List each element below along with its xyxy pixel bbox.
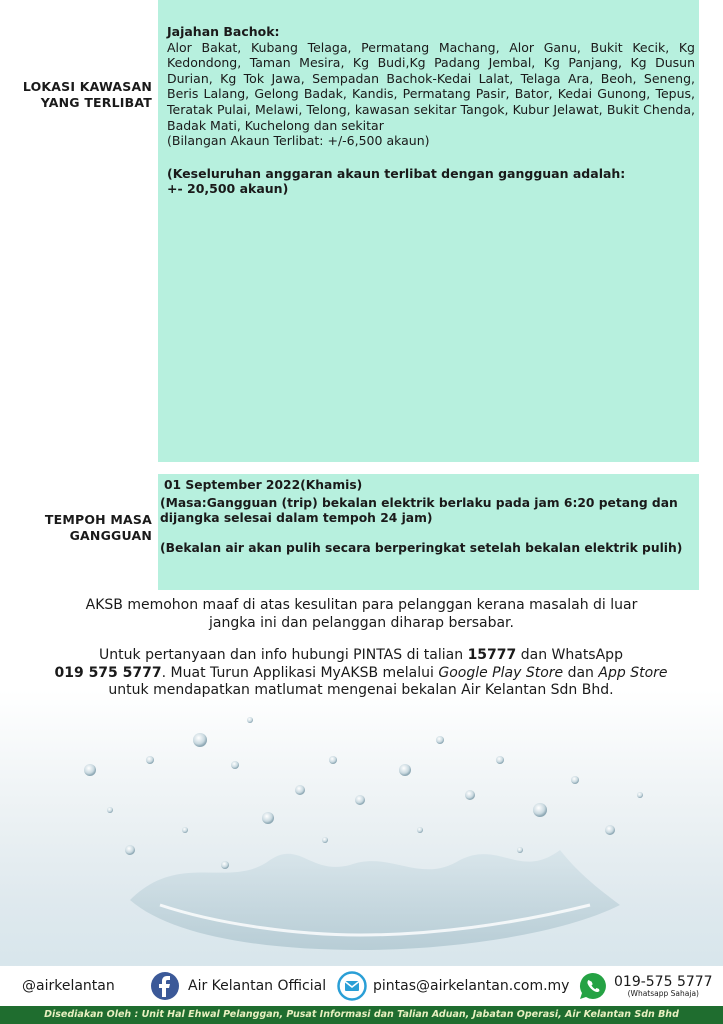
app-store-link[interactable]: App Store xyxy=(598,664,668,681)
apology-text xyxy=(30,597,693,632)
tempoh-label-line1: TEMPOH MASA xyxy=(44,512,152,527)
lokasi-total-line1: (Keseluruhan anggaran akaun terlibat dengan gangguan adalah: xyxy=(167,165,626,181)
phone-note: (Whatsapp Sahaja) xyxy=(627,988,699,998)
lokasi-areas: Alor Bakat, Kubang Telaga, Permatang Machang, Alor Ganu, Bukit Kecik, Kg Kedondong, Taman Mesira, Kg Budi,Kg Padang Jembal, Kg Panjang, Kg Dusun Durian, Kg Tok Jawa, Sempadan Bachok-Kedai Lalat, Telaga Ara, Beoh, Seneng, Beris Lalang, Gelong Badak, Kandis, Permatang Pasir, Bator, Kedai Gunong, Tepus, Teratak Pulai, Melawi, Telong, kawasan sekitar Tangok, Kubur Jelawat, Bukit Chenda, Badak Mati, Kuchelong dan sekitar xyxy=(167,39,695,133)
lokasi-label xyxy=(10,79,152,111)
tempoh-detail-line1: (Masa:Gangguan (trip) bekalan elektrik berlaku pada jam 6:20 petang dan xyxy=(160,495,678,510)
tempoh-detail-line2: dijangka selesai dalam tempoh 24 jam) xyxy=(160,511,433,526)
pintas-number: 15777 xyxy=(467,647,517,663)
lokasi-label-line1: LOKASI KAWASAN xyxy=(22,79,152,94)
apology-line2: jangka ini dan pelanggan diharap bersabar. xyxy=(209,614,514,631)
lokasi-total-line2: +- 20,500 akaun) xyxy=(167,181,289,197)
lokasi-heading: Jajahan Bachok: xyxy=(167,24,280,39)
facebook-icon xyxy=(150,971,180,1001)
contact-part3: . Muat Turun Applikasi MyAKSB melalui xyxy=(161,664,439,681)
tempoh-text xyxy=(160,478,700,556)
contact-part4: dan xyxy=(563,664,599,681)
phone-label: 019-575 5777 xyxy=(614,973,713,990)
tempoh-label xyxy=(10,512,152,544)
handle[interactable]: @airkelantan xyxy=(22,978,115,994)
lokasi-label-line2: YANG TERLIBAT xyxy=(40,95,152,110)
contact-text xyxy=(36,647,686,700)
whatsapp-number: 019 575 5777 xyxy=(54,664,162,681)
prepared-by-bar: Disediakan Oleh : Unit Hal Ehwal Pelanggan, Pusat Informasi dan Talian Aduan, Jabatan Operasi, Air Kelantan Sdn Bhd xyxy=(0,1006,723,1024)
contact-part5: untuk mendapatkan matlumat mengenai bekalan Air Kelantan Sdn Bhd. xyxy=(108,682,614,698)
email-link[interactable] xyxy=(337,966,569,1006)
tempoh-date: 01 September 2022(Khamis) xyxy=(164,478,363,492)
lokasi-account-count: (Bilangan Akaun Terlibat: +/-6,500 akaun) xyxy=(167,133,430,149)
google-play-link[interactable]: Google Play Store xyxy=(438,664,564,681)
whatsapp-icon xyxy=(578,971,608,1001)
water-splash-image xyxy=(0,700,723,970)
contact-part2: dan WhatsApp xyxy=(516,647,623,663)
tempoh-label-line2: GANGGUAN xyxy=(69,528,152,543)
email-icon xyxy=(337,971,367,1001)
facebook-link[interactable] xyxy=(150,966,326,1006)
contact-part1: Untuk pertanyaan dan info hubungi PINTAS di talian xyxy=(99,647,468,663)
email-label: pintas@airkelantan.com.my xyxy=(373,978,570,994)
facebook-label: Air Kelantan Official xyxy=(188,978,327,994)
whatsapp-link[interactable] xyxy=(578,966,713,1006)
footer xyxy=(0,966,723,1006)
tempoh-note: (Bekalan air akan pulih secara berperingkat setelah bekalan elektrik pulih) xyxy=(160,540,683,555)
apology-line1: AKSB memohon maaf di atas kesulitan para pelanggan kerana masalah di luar xyxy=(85,597,638,613)
lokasi-panel xyxy=(158,0,699,462)
